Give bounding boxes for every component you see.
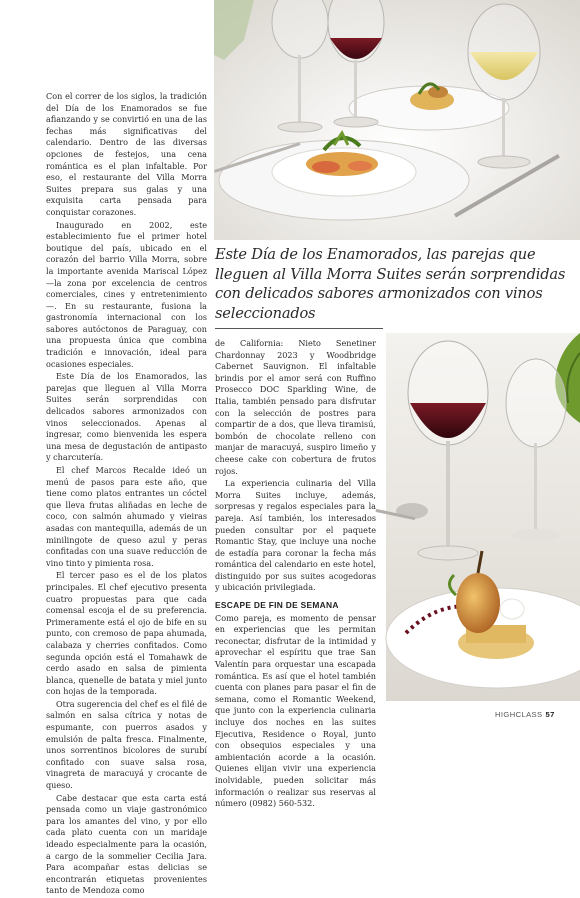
paragraph: Cabe destacar que esta carta está pensada como un viaje gastronómico para los amantes del vino, y por ello cada plato cuenta con un maridaje ideado especialmente para la ocasión, a cargo de la sommelier Cecilia Jara. Para acompañar estas delicias se encontrarán etiquetas provenientes tanto de Mendoza como xyxy=(46,792,207,896)
magazine-name: HIGHCLASS xyxy=(495,710,543,719)
paragraph: El tercer paso es el de los platos principales. El chef ejecutivo presenta cuatro propuestas para que cada comensal escoja el de su preferencia. Primeramente está el ojo de bife en su punto, con cremoso de papa ahumada, calabaza y cherries confitados. Como segunda opción está el Tomahawk de cerdo asado en salsa de pimienta blanca, quenelle de batata y miel junto con hojas de la temporada. xyxy=(46,570,207,697)
paragraph: La experiencia culinaria del Villa Morra Suites incluye, además, sorpresas y regalos especiales para la pareja. Así también, los interesados pueden consultar por el paquete Romantic Stay, que incluye una noche de estadía para coronar la fecha más romántica del calendario en este hotel, distinguido por sus suites acogedoras y ubicación privilegiada. xyxy=(215,478,376,593)
paragraph: Como pareja, es momento de pensar en experiencias que les permitan reconectar, disfrutar de la intimidad y aprovechar el espíritu que trae San Valentín para orquestar una escapada romántica. Es así que el hotel también cuenta con planes para pasar el fin de semana, como el Romantic Weekend, que junto con la experiencia culinaria incluye dos noches en las suites Ejecutiva, Residence o Royal, junto con obsequios especiales y una ambientación acorde a la ocasión. Quienes elijan vivir una experiencia inolvidable, pueden solicitar más información o realizar sus reservas al número (0982) 560-532. xyxy=(215,612,376,809)
paragraph: de California: Nieto Senetiner Chardonnay 2023 y Woodbridge Cabernet Sauvignon. El infaltable brindis por el amor será con Ruffino Prosecco DOC Sparkling Wine, de Italia, también pensado para disfrutar con la selección de postres para compartir de a dos, que lleva tiramisú, bombón de chocolate relleno con manjar de maracuyá, suspiro limeño y cheese cake con cobertura de frutos rojos. xyxy=(215,338,376,476)
dessert-wine-illustration xyxy=(386,333,580,701)
pull-quote: Este Día de los Enamorados, las parejas que lleguen al Villa Morra Suites serán sorprendidas con delicados sabores armonizados con vinos seleccionados xyxy=(215,246,566,322)
dinner-table-photo xyxy=(214,0,580,240)
page-folio xyxy=(495,710,555,719)
dinner-table-illustration xyxy=(214,0,580,240)
paragraph: Otra sugerencia del chef es el filé de salmón en salsa cítrica y notas de espumante, con puerros asados y emulsión de palta fresca. Finalmente, unos sorrentinos bicolores de surubí confitado con suave salsa rosa, vinagreta de maracuyá y crocante de queso. xyxy=(46,698,207,791)
page-number: 57 xyxy=(545,710,555,719)
paragraph: El chef Marcos Recalde ideó un menú de pasos para este año, que tiene como platos entrantes un cóctel que lleva frutas aliñadas en leche de coco, con salmón ahumado y vieiras asadas con mantequilla, además de un minilingote de queso azul y peras confitadas con una suave reducción de vino tinto y pimienta rosa. xyxy=(46,465,207,568)
middle-text-column xyxy=(215,338,376,811)
paragraph: Inaugurado en 2002, este establecimiento fue el primer hotel boutique del país, ubicado en el corazón del barrio Villa Morra, sobre la importante avenida Mariscal López —la zona por excelencia de centros comerciales, cines y entretenimiento—. En su restaurante, fusiona la gastronomía internacional con los sabores autóctonos de Paraguay, con una propuesta única que combina tradición e innovación, ideal para ocasiones especiales. xyxy=(46,219,207,369)
pull-quote-rule xyxy=(215,328,383,329)
section-heading: ESCAPE DE FIN DE SEMANA xyxy=(215,600,339,611)
paragraph: Con el correr de los siglos, la tradición del Día de los Enamorados se fue afianzando y se convirtió en una de las fechas más significativas del calendario. Dentro de las diversas opciones de festejos, una cena romántica es el plan infaltable. Por eso, el restaurante del Villa Morra Suites prepara sus galas y una exquisita carta pensada para conquistar corazones. xyxy=(46,91,207,217)
paragraph: Este Día de los Enamorados, las parejas que lleguen al Villa Morra Suites serán sorprendidas con delicados sabores armonizados con vinos seleccionados. Apenas al ingresar, como bienvenida les espera una mesa de degustación de antipasto y charcutería. xyxy=(46,371,207,463)
dessert-wine-photo xyxy=(386,333,580,701)
left-text-column xyxy=(46,91,207,898)
